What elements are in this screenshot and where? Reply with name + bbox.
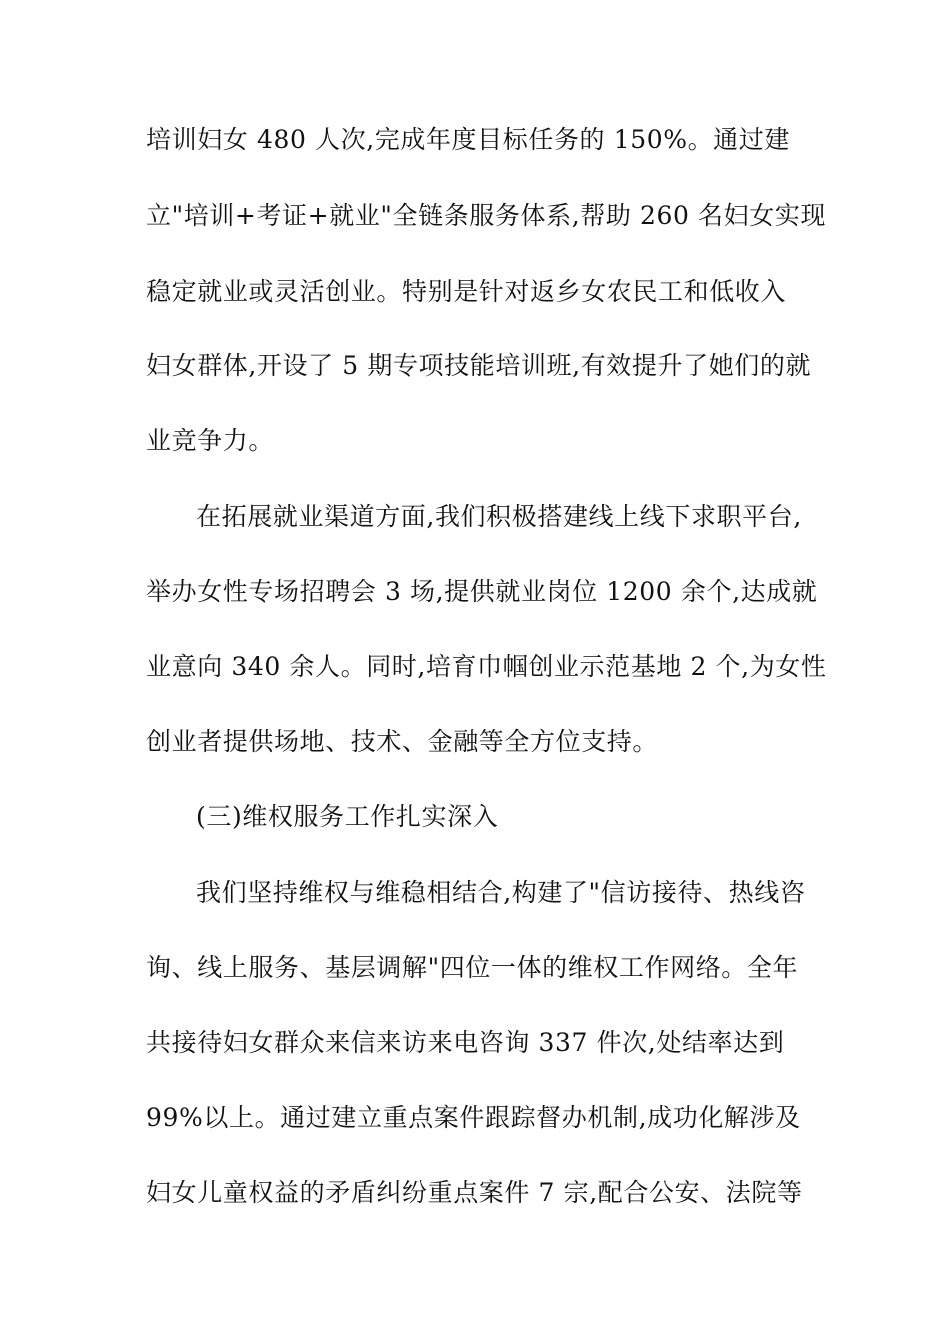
text-line: 业意向 340 余人。同时,培育巾帼创业示范基地 2 个,为女性 — [146, 652, 827, 681]
text-line: 业竞争力。 — [146, 426, 275, 455]
text-line: 培训妇女 480 人次,完成年度目标任务的 150%。通过建 — [146, 125, 790, 154]
text-line: 创业者提供场地、技术、金融等全方位支持。 — [146, 727, 659, 756]
text-line: 共接待妇女群众来信来访来电咨询 337 件次,处结率达到 — [146, 1028, 785, 1057]
text-line: 妇女群体,开设了 5 期专项技能培训班,有效提升了她们的就 — [146, 351, 812, 380]
text-line: 询、线上服务、基层调解"四位一体的维权工作网络。全年 — [146, 953, 799, 982]
text-line: 稳定就业或灵活创业。特别是针对返乡女农民工和低收入 — [146, 277, 787, 306]
text-line: 立"培训+考证+就业"全链条服务体系,帮助 260 名妇女实现 — [146, 201, 827, 230]
text-line: 妇女儿童权益的矛盾纠纷重点案件 7 宗,配合公安、法院等 — [146, 1178, 803, 1207]
text-line: 在拓展就业渠道方面,我们积极搭建线上线下求职平台, — [196, 502, 802, 531]
section-heading: (三)维权服务工作扎实深入 — [196, 802, 499, 831]
text-line: 我们坚持维权与维稳相结合,构建了"信访接待、热线咨 — [196, 878, 806, 907]
text-line: 99%以上。通过建立重点案件跟踪督办机制,成功化解涉及 — [146, 1103, 801, 1132]
text-line: 举办女性专场招聘会 3 场,提供就业岗位 1200 余个,达成就 — [146, 577, 818, 606]
